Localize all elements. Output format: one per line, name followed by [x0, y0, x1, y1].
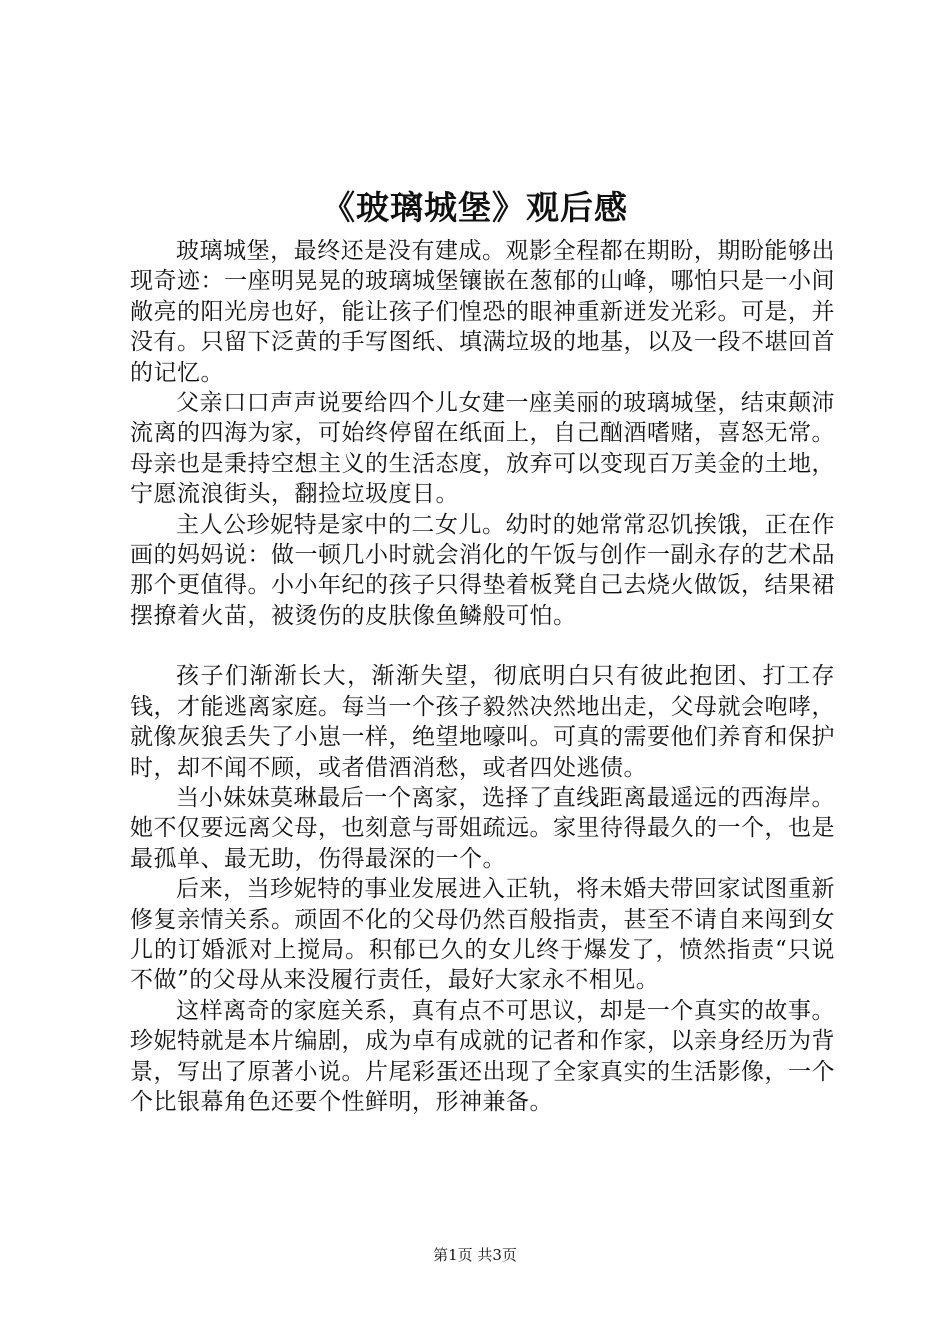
paragraph-4: 孩子们渐渐长大，渐渐失望，彻底明白只有彼此抱团、打工存钱，才能逃离家庭。每当一个孩子毅然决然地出走，父母就会咆哮，就像灰狼丢失了小崽一样，绝望地嚎叫。可真的需要他们养育和保护时，却不闻不顾，或者借酒消愁，或者四处逃债。	[130, 663, 835, 781]
paragraph-2: 父亲口口声声说要给四个儿女建一座美丽的玻璃城堡，结束颠沛流离的四海为家，可始终停留在纸面上，自己酗酒嗜赌，喜怒无常。母亲也是秉持空想主义的生活态度，放弃可以变现百万美金的土地，宁愿流浪街头，翻捡垃圾度日。	[130, 390, 835, 508]
page-footer: 第1页 共3页	[433, 1246, 517, 1264]
paragraph-3: 主人公珍妮特是家中的二女儿。幼时的她常常忍饥挨饿，正在作画的妈妈说：做一顿几小时就会消化的午饭与创作一副永存的艺术品那个更值得。小小年纪的孩子只得垫着板凳自己去烧火做饭，结果裙摆撩着火苗，被烫伤的皮肤像鱼鳞般可怕。	[130, 511, 835, 629]
paragraph-6: 后来，当珍妮特的事业发展进入正轨，将未婚夫带回家试图重新修复亲情关系。顽固不化的父母仍然百般指责，甚至不请自来闯到女儿的订婚派对上搅局。积郁已久的女儿终于爆发了，愤然指责“只说不做”的父母从来没履行责任，最好大家永不相见。	[130, 876, 835, 994]
paragraph-1: 玻璃城堡，最终还是没有建成。观影全程都在期盼，期盼能够出现奇迹：一座明晃晃的玻璃城堡镶嵌在葱郁的山峰，哪怕只是一小间敞亮的阳光房也好，能让孩子们惶恐的眼神重新迸发光彩。可是，并没有。只留下泛黄的手写图纸、填满垃圾的地基，以及一段不堪回首的记忆。	[130, 238, 835, 386]
document-body	[130, 236, 835, 1117]
document-title: 《玻璃城堡》观后感	[322, 188, 628, 227]
paragraph-5: 当小妹妹莫琳最后一个离家，选择了直线距离最遥远的西海岸。她不仅要远离父母，也刻意与哥姐疏远。家里待得最久的一个，也是最孤单、最无助，伤得最深的一个。	[130, 784, 835, 872]
paragraph-7: 这样离奇的家庭关系，真有点不可思议，却是一个真实的故事。珍妮特就是本片编剧，成为卓有成就的记者和作家，以亲身经历为背景，写出了原著小说。片尾彩蛋还出现了全家真实的生活影像，一个个比银幕角色还要个性鲜明，形神兼备。	[130, 997, 835, 1115]
